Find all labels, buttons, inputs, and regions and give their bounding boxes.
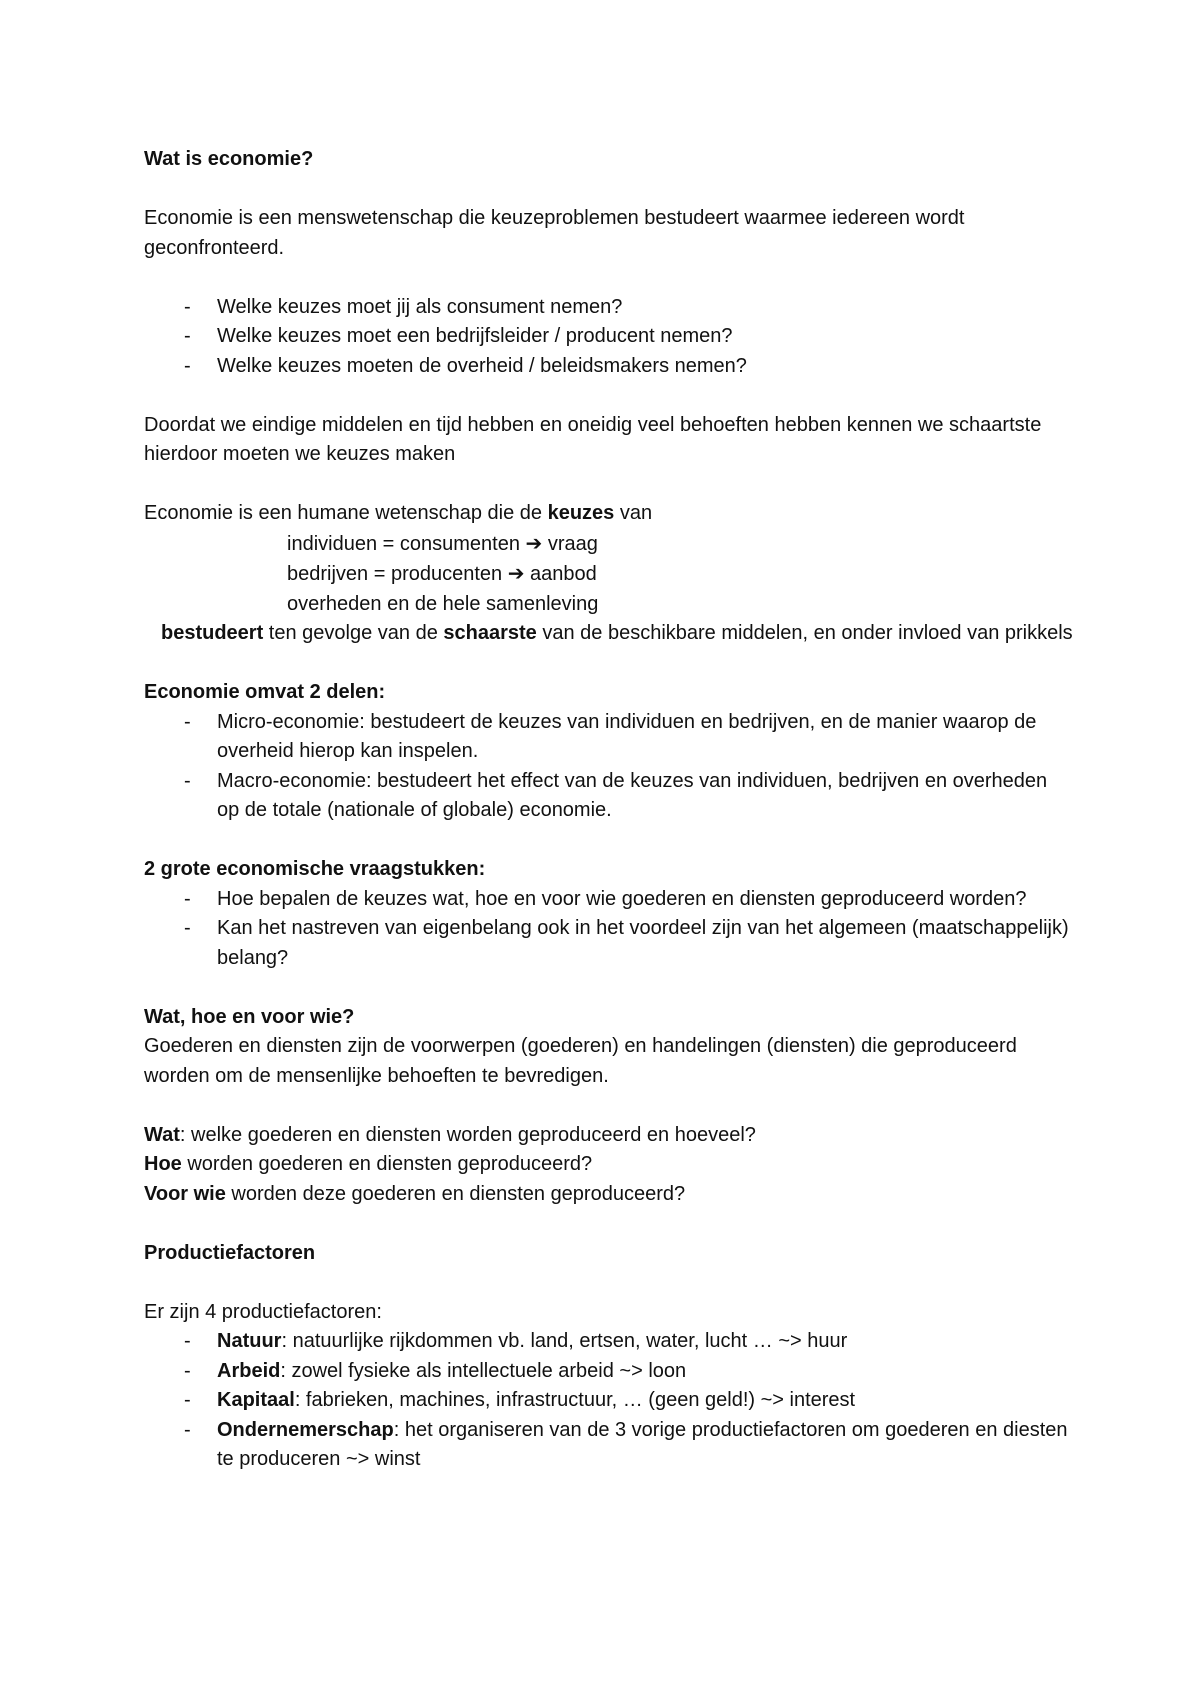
list-item: - Macro-economie: bestudeert het effect van de keuzes van individuen, bedrijven en overheden op de totale (nationale of globale) economie. (144, 767, 1074, 826)
section-heading: Productiefactoren (144, 1241, 316, 1264)
section-heading: 2 grote economische vraagstukken: (144, 858, 486, 880)
arrow-right-icon: ➔ (525, 530, 543, 555)
dash-bullet: - (184, 1389, 191, 1411)
section-heading: Wat, hoe en voor wie? (144, 1005, 355, 1028)
dash-bullet: - (184, 710, 191, 733)
list-item: - Micro-economie: bestudeert de keuzes van individuen en bedrijven, en de manier waarop de overheid hierop kan inspelen. (144, 708, 1074, 767)
parts-list (144, 708, 1074, 826)
page-title: Wat is economie? (144, 148, 314, 170)
arrow-right-icon: ➔ (507, 561, 525, 585)
question-line: Hoe worden goederen en diensten geproduceerd? (144, 1153, 593, 1175)
question-line: Wat: welke goederen en diensten worden geproduceerd en hoeveel? (144, 1123, 756, 1146)
list-item: - Kapitaal: fabrieken, machines, infrastructuur, … (geen geld!) ~> interest (144, 1386, 1074, 1416)
list-item: - Hoe bepalen de keuzes wat, hoe en voor wie goederen en diensten geproduceerd worden? (144, 885, 1074, 915)
question-line: Voor wie worden deze goederen en diensten geproduceerd? (144, 1182, 686, 1205)
dash-bullet: - (184, 325, 191, 347)
choices-list (144, 293, 1074, 382)
dash-bullet: - (184, 1359, 191, 1382)
dash-bullet: - (184, 887, 191, 910)
questions-list (144, 885, 1074, 974)
dash-bullet: - (184, 1330, 191, 1352)
factors-list (144, 1327, 1074, 1475)
list-item: - Ondernemerschap: het organiseren van de 3 vorige productiefactoren om goederen en diesten te produceren ~> winst (144, 1416, 1074, 1475)
humane-definition: Economie is een humane wetenschap die de keuzes van individuen = consumenten ➔ vraag bedrijven = producenten ➔ aanbod overheden en de hele samenleving bestudeert ten gevolge van de schaarste van de beschikbare middelen, en onder invloed van prikkels (144, 502, 1073, 644)
definition-paragraph: Economie is een menswetenschap die keuzeproblemen bestudeert waarmee iedereen wordt geconfronteerd. (144, 207, 965, 259)
list-item: - Welke keuzes moet jij als consument nemen? (144, 293, 1074, 323)
scarcity-paragraph: Doordat we eindige middelen en tijd hebben en oneidig veel behoeften hebben kennen we schaartste hierdoor moeten we keuzes maken (144, 413, 1042, 465)
document-body (144, 145, 1074, 1475)
goods-paragraph: Goederen en diensten zijn de voorwerpen (goederen) en handelingen (diensten) die geproduceerd worden om de mensenlijke behoeften te bevredigen. (144, 1035, 1017, 1087)
list-item: - Natuur: natuurlijke rijkdommen vb. land, ertsen, water, lucht … ~> huur (144, 1327, 1074, 1357)
dash-bullet: - (184, 354, 191, 377)
list-item: - Kan het nastreven van eigenbelang ook in het voordeel zijn van het algemeen (maatschappelijk) belang? (144, 914, 1074, 973)
dash-bullet: - (184, 917, 191, 939)
list-item: - Welke keuzes moeten de overheid / beleidsmakers nemen? (144, 352, 1074, 382)
dash-bullet: - (184, 295, 191, 318)
list-item: - Welke keuzes moet een bedrijfsleider / producent nemen? (144, 322, 1074, 352)
dash-bullet: - (184, 769, 191, 792)
list-item: - Arbeid: zowel fysieke als intellectuele arbeid ~> loon (144, 1357, 1074, 1387)
dash-bullet: - (184, 1418, 191, 1441)
factors-intro: Er zijn 4 productiefactoren: (144, 1300, 382, 1323)
section-heading: Economie omvat 2 delen: (144, 681, 386, 703)
